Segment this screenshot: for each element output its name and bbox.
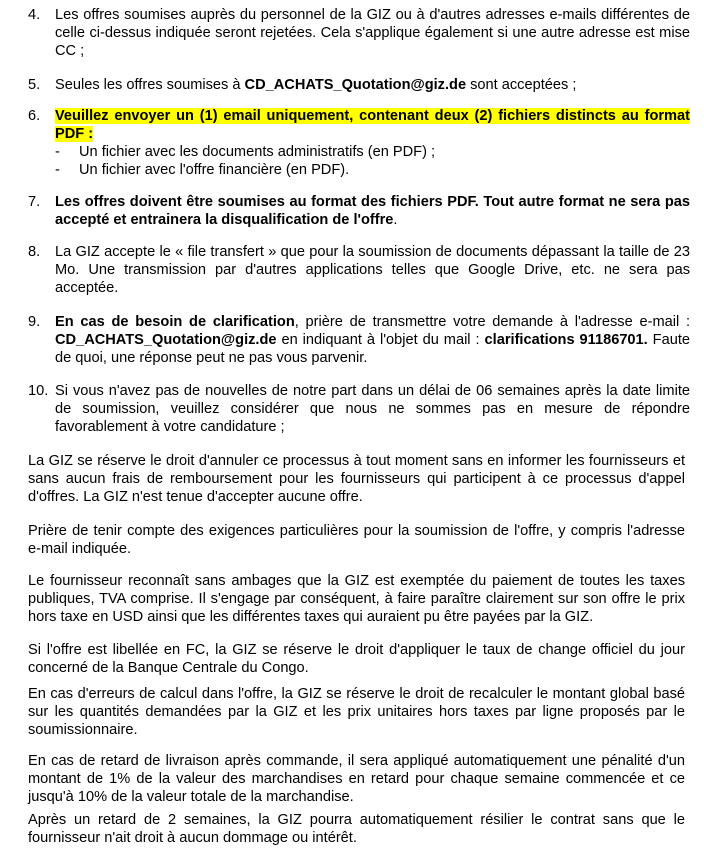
item-text: Les offres doivent être soumises au format des fichiers PDF. Tout autre format ne sera pas accepté et entrainera la disqualification de l'offre. (55, 194, 690, 228)
paragraph: En cas d'erreurs de calcul dans l'offre, la GIZ se réserve le droit de recalculer le montant global basé sur les quantités demandées par la GIZ et les prix unitaires hors taxes par ligne proposés par le soumissionnaire. (28, 686, 685, 738)
item-number: 10. (28, 383, 49, 399)
list-item (28, 76, 690, 94)
item-text: Seules les offres soumises à CD_ACHATS_Quotation@giz.de sont acceptées ; (55, 77, 577, 93)
paragraph: Prière de tenir compte des exigences particulières pour la soumission de l'offre, y compris l'adresse e-mail indiquée. (28, 523, 685, 557)
list-item (28, 193, 690, 229)
email-address: CD_ACHATS_Quotation@giz.de (55, 332, 277, 348)
item-text: Les offres soumises auprès du personnel de la GIZ ou à d'autres adresses e-mails différentes de celle ci-dessus indiquée seront rejetées. Cela s'applique également si une autre adresse est mise CC ; (55, 7, 690, 59)
highlighted-instruction: Veuillez envoyer un (1) email uniquement, contenant deux (2) fichiers distincts au format PDF : (55, 108, 690, 142)
paragraph: La GIZ se réserve le droit d'annuler ce processus à tout moment sans en informer les fournisseurs et sans aucun frais de remboursement pour les fournisseurs qui participent à ce processus d'appel d'offres. La GIZ n'est tenue d'accepter aucune offre. (28, 453, 685, 505)
list-item (28, 382, 690, 436)
item-number: 5. (28, 77, 41, 93)
item-text: Si vous n'avez pas de nouvelles de notre part dans un délai de 06 semaines après la date limite de soumission, veuillez considérer que nous ne sommes pas en mesure de répondre favorablement à votre candidature ; (55, 383, 690, 435)
item-number: 4. (28, 7, 41, 23)
item-number: 9. (28, 314, 41, 330)
paragraph: Après un retard de 2 semaines, la GIZ pourra automatiquement résilier le contrat sans que le fournisseur n'ait droit à aucun dommage ou intérêt. (28, 812, 685, 846)
list-item (28, 6, 690, 60)
list-item (28, 313, 690, 367)
sub-item: - Un fichier avec les documents administratifs (en PDF) ; (55, 144, 436, 160)
paragraph: Le fournisseur reconnaît sans ambages que la GIZ est exemptée du paiement de toutes les taxes publiques, TVA comprise. Il s'engage par conséquent, à faire paraître clairement sur son offre le prix hors taxe en USD ainsi que les différentes taxes qui auraient pu être payées par la GIZ. (28, 573, 685, 625)
item-number: 7. (28, 194, 41, 210)
item-text (55, 107, 690, 179)
list-item (28, 107, 690, 179)
paragraph: En cas de retard de livraison après commande, il sera appliqué automatiquement une pénalité d'un montant de 1% de la valeur des marchandises en retard pour chaque semaine commencée et ce jusqu'à 10% de la valeur totale de la marchandise. (28, 753, 685, 805)
item-number: 6. (28, 108, 41, 124)
item-text: La GIZ accepte le « file transfert » que pour la soumission de documents dépassant la taille de 23 Mo. Une transmission par d'autres applications telles que Google Drive, etc. ne sera pas acceptée. (55, 244, 690, 296)
paragraph: Si l'offre est libellée en FC, la GIZ se réserve le droit d'appliquer le taux de change officiel du jour concerné de la Banque Centrale du Congo. (28, 642, 685, 676)
item-number: 8. (28, 244, 41, 260)
email-address: CD_ACHATS_Quotation@giz.de (244, 77, 467, 93)
list-item (28, 243, 690, 297)
sub-item: - Un fichier avec l'offre financière (en PDF). (55, 162, 350, 178)
item-text: En cas de besoin de clarification, prière de transmettre votre demande à l'adresse e-mail : CD_ACHATS_Quotation@giz.de en indiquant à l'objet du mail : clarifications 91186701. Faute de quoi, une réponse peut ne pas vous parvenir. (55, 314, 691, 366)
